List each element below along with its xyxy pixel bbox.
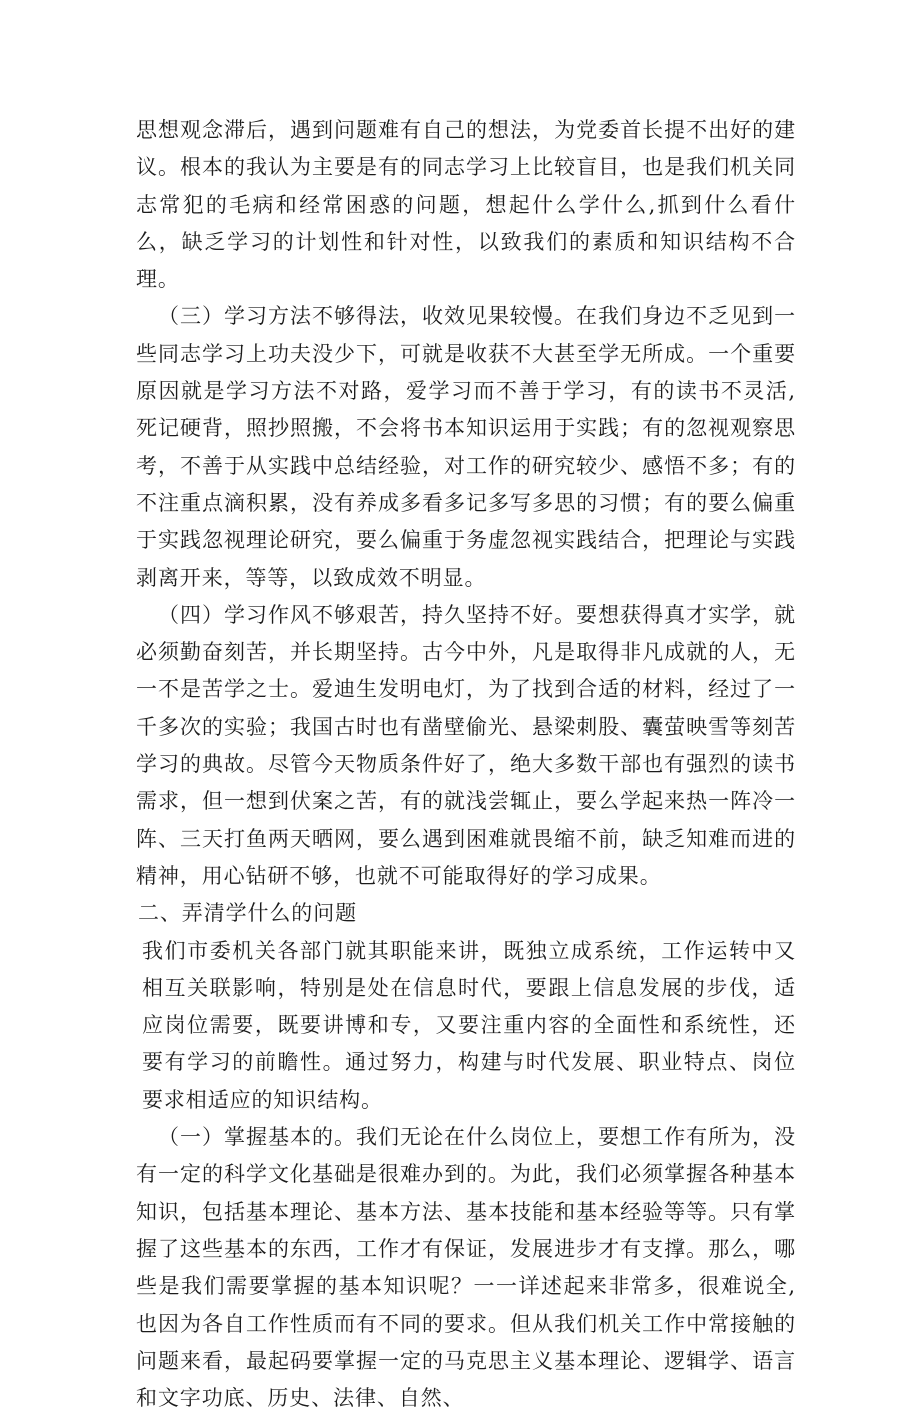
paragraph-continuation: 思想观念滞后，遇到问题难有自己的想法，为党委首长提不出好的建议。根本的我认为主要是有的同志学习上比较盲目，也是我们机关同志常犯的毛病和经常困惑的问题，想起什么学什么,抓到什么看什么，缺乏学习的计划性和针对性，以致我们的素质和知识结构不合理。 — [136, 118, 796, 292]
document-body — [136, 112, 796, 1417]
paragraph-section-four: （四）学习作风不够艰苦，持久坚持不好。要想获得真才实学，就必须勤奋刻苦，并长期坚持。古今中外，凡是取得非凡成就的人，无一不是苦学之士。爱迪生发明电灯，为了找到合适的材料，经过了一千多次的实验；我国古时也有凿壁偷光、悬梁刺股、囊萤映雪等刻苦学习的典故。尽管今天物质条件好了，绝大多数干部也有强烈的读书需求，但一想到伏案之苦，有的就浅尝辄止，要么学起来热一阵冷一阵、三天打鱼两天晒网，要么遇到困难就畏缩不前，缺乏知难而进的精神，用心钻研不够，也就不可能取得好的学习成果。 — [136, 602, 796, 888]
paragraph-intro: 我们市委机关各部门就其职能来讲，既独立成系统，工作运转中又相互关联影响，特别是处在信息时代，要跟上信息发展的步伐，适应岗位需要，既要讲博和专，又要注重内容的全面性和系统性，还要有学习的前瞻性。通过努力，构建与时代发展、职业特点、岗位要求相适应的知识结构。 — [142, 938, 796, 1112]
section-heading: 二、弄清学什么的问题 — [138, 901, 357, 926]
paragraph-subsection-one: （一）掌握基本的。我们无论在什么岗位上，要想工作有所为，没有一定的科学文化基础是很难办到的。为此，我们必须掌握各种基本知识，包括基本理论、基本方法、基本技能和基本经验等等。只有掌握了这些基本的东西，工作才有保证，发展进步才有支撑。那么，哪些是我们需要掌握的基本知识呢？一一详述起来非常多，很难说全,也因为各自工作性质而有不同的要求。但从我们机关工作中常接触的问题来看，最起码要掌握一定的马克思主义基本理论、逻辑学、语言和文字功底、历史、法律、自然、 — [136, 1125, 796, 1411]
paragraph-section-three: （三）学习方法不够得法，收效见果较慢。在我们身边不乏见到一些同志学习上功夫没少下，可就是收获不大甚至学无所成。一个重要原因就是学习方法不对路，爱学习而不善于学习，有的读书不灵活,死记硬背，照抄照搬，不会将书本知识运用于实践；有的忽视观察思考，不善于从实践中总结经验，对工作的研究较少、感悟不多；有的不注重点滴积累，没有养成多看多记多写多思的习惯；有的要么偏重于实践忽视理论研究，要么偏重于务虚忽视实践结合，把理论与实践剥离开来，等等，以致成效不明显。 — [136, 304, 796, 590]
